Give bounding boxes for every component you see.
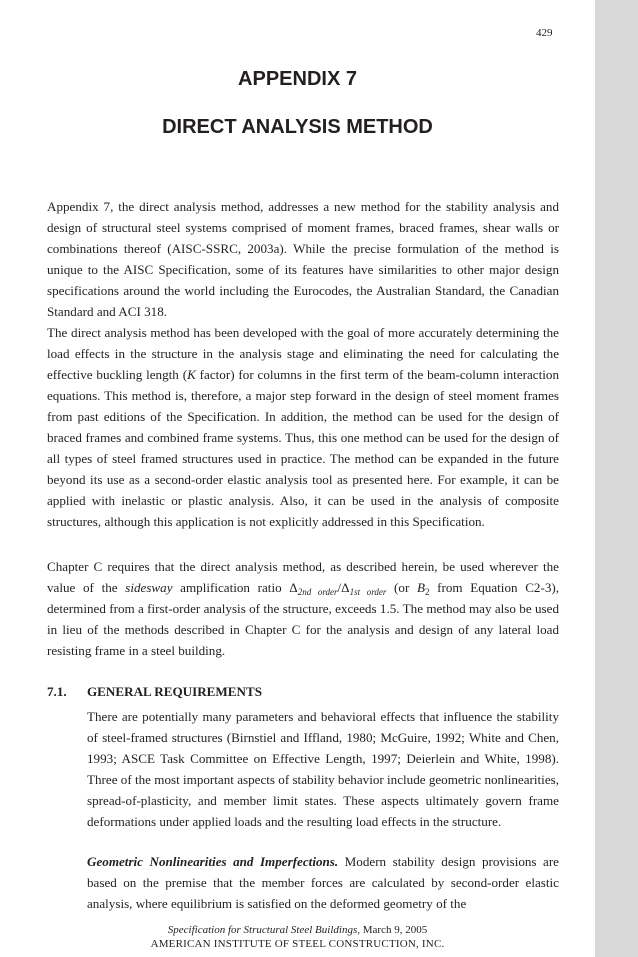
second-order-subscript: 2nd order <box>297 587 338 597</box>
footer-specification <box>0 923 595 937</box>
geometric-nonlinearities-paragraph <box>87 851 559 914</box>
method-title: DIRECT ANALYSIS METHOD <box>162 116 433 138</box>
footer-spec-date: March 9, 2005 <box>359 924 428 936</box>
ratio-slash: / <box>337 580 342 595</box>
delta-symbol-denominator: Δ <box>341 580 350 595</box>
chapter-c-text-4: from Equation C2-3), determined from a first-order analysis of the structure, exceeds 1.5. The method may also be used in lieu of the methods described in Chapter C for the analysis and design of any lateral load resisting frame in a steel building. <box>47 580 560 658</box>
chapter-c-text-3: (or <box>386 580 417 595</box>
intro-paragraph-text: Appendix 7, the direct analysis method, addresses a new method for the stability analysis and design of structural steel systems comprised of moment frames, braced frames, shear walls or combinations thereof (AISC-SSRC, 2003a). While the precise formulation of the method is unique to the AISC Specification, some of its features have similarities to other major design specifications around the world including the Eurocodes, the Australian Standard, the Canadian Standard and ACI 318. <box>47 199 559 319</box>
goal-paragraph <box>47 322 559 532</box>
k-factor-symbol: K <box>187 367 196 382</box>
chapter-c-paragraph <box>47 556 559 661</box>
general-requirements-text: There are potentially many parameters and behavioral effects that influence the stability of steel-framed structures (Birnstiel and Iffland, 1980; McGuire, 1992; White and Chen, 1993; ASCE Task Committee on Effective Length, 1997; Deierlein and White, 1998). Three of the most important aspects of stability behavior include geometric nonlinearities, spread-of-plasticity, and member limit states. These aspects ultimately govern frame deformations under applied loads and the resulting load effects in the structure. <box>87 709 559 829</box>
first-order-subscript: 1st order <box>349 587 387 597</box>
goal-paragraph-text-2: factor) for columns in the first term of the beam-column interaction equations. This method is, therefore, a major step forward in the design of steel moment frames from past editions of the Specification. In addition, the method can be used for the design of braced frames and combined frame systems. Thus, this one method can be used for the design of all types of steel framed structures used in practice. The method can be expanded in the future beyond its use as a second-order elastic analysis tool as presented here. For example, it can be applied with inelastic or plastic analysis. Also, it can be used in the analysis of composite structures, although this application is not explicitly addressed in this Specification. <box>47 367 559 529</box>
appendix-title: APPENDIX 7 <box>238 68 357 90</box>
section-title: GENERAL REQUIREMENTS <box>87 684 262 699</box>
chapter-c-text-1: Chapter C requires that the direct analysis method, as described herein, be used wherever the value of the <box>47 559 559 595</box>
section-number: 7.1. <box>47 684 67 699</box>
page-number: 429 <box>536 27 553 39</box>
b2-symbol: B <box>417 580 425 595</box>
page-gutter <box>595 0 638 957</box>
sidesway-term: sidesway <box>125 580 173 595</box>
footer-organization: AMERICAN INSTITUTE OF STEEL CONSTRUCTION, INC. <box>150 938 445 950</box>
geometric-nonlinearities-text: Modern stability design provisions are based on the premise that the member forces are calculated by second-order elastic analysis, where equilibrium is satisfied on the deformed geometry of the <box>87 854 559 911</box>
geometric-nonlinearities-heading: Geometric Nonlinearities and Imperfections. <box>87 854 339 869</box>
section-7-1-heading <box>47 681 262 702</box>
intro-paragraph <box>47 196 559 322</box>
general-requirements-paragraph <box>87 706 559 832</box>
footer-spec-title: Specification for Structural Steel Buildings, <box>167 924 360 936</box>
delta-symbol-numerator: Δ <box>289 580 298 595</box>
chapter-c-text-2: amplification ratio <box>172 580 290 595</box>
goal-paragraph-text-1: The direct analysis method has been developed with the goal of more accurately determining the load effects in the structure in the analysis stage and eliminating the need for calculating the effective buckling length ( <box>47 325 559 382</box>
b2-subscript: 2 <box>425 587 430 597</box>
